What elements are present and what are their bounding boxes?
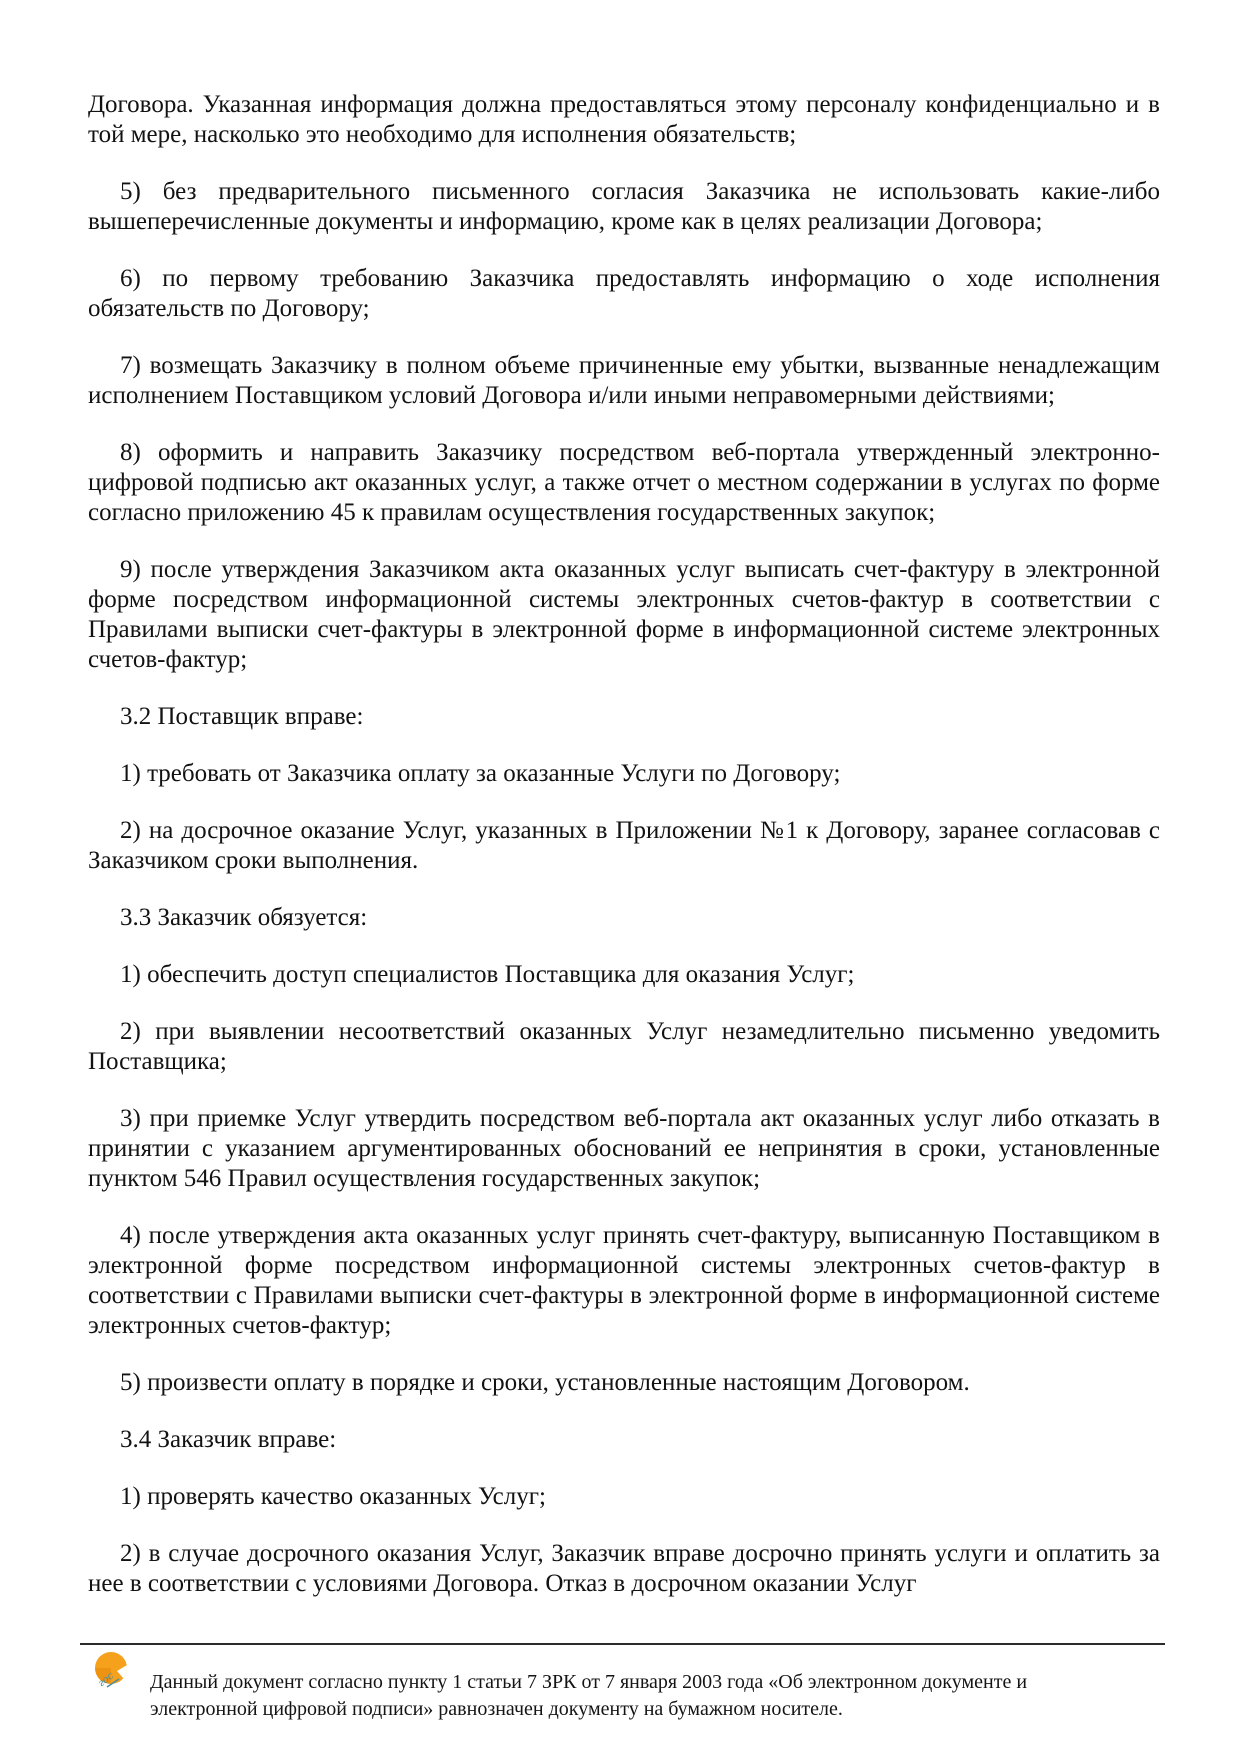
svg-text:гос: гос [96, 1670, 117, 1690]
paragraph: 1) обеспечить доступ специалистов Поставщика для оказания Услуг; [120, 961, 855, 988]
paragraph: 1) требовать от Заказчика оплату за оказанные Услуги по Договору; [120, 760, 841, 787]
paragraph: 2) в случае досрочного оказания Услуг, Заказчик вправе досрочно принять услуги и оплатить за нее в соответствии с условиями Договора. Отказ в досрочном оказании Услуг [88, 1540, 1160, 1597]
paragraph: 6) по первому требованию Заказчика предоставлять информацию о ходе исполнения обязательств по Договору; [88, 265, 1160, 322]
paragraph: 3) при приемке Услуг утвердить посредством веб-портала акт оказанных услуг либо отказать в принятии с указанием аргументированных обоснований ее непринятия в сроки, установленные пунктом 546 Правил осуществления государственных закупок; [88, 1105, 1160, 1192]
paragraph: 2) на досрочное оказание Услуг, указанных в Приложении №1 к Договору, заранее согласовав с Заказчиком сроки выполнения. [88, 817, 1160, 874]
document-body [88, 90, 1160, 1599]
paragraph: 2) при выявлении несоответствий оказанных Услуг незамедлительно письменно уведомить Поставщика; [88, 1018, 1160, 1075]
paragraph: 3.2 Поставщик вправе: [120, 703, 364, 730]
paragraph: 3.4 Заказчик вправе: [120, 1426, 337, 1453]
footer-equivalence-note: Данный документ согласно пункту 1 статьи 7 ЗРК от 7 января 2003 года «Об электронном документе и электронной цифровой подписи» равнозначен документу на бумажном носителе. [150, 1671, 1028, 1720]
footer-divider [80, 1643, 1165, 1645]
paragraph: 8) оформить и направить Заказчику посредством веб-портала утвержденный электронно-цифровой подписью акт оказанных услуг, а также отчет о местном содержании в услугах по форме согласно приложению 45 к правилам осуществления государственных закупок; [88, 439, 1160, 526]
paragraph: 3.3 Заказчик обязуется: [120, 904, 368, 931]
paragraph: Договора. Указанная информация должна предоставляться этому персоналу конфиденциально и в той мере, насколько это необходимо для исполнения обязательств; [88, 91, 1160, 148]
paragraph: 4) после утверждения акта оказанных услуг принять счет-фактуру, выписанную Поставщиком в электронной форме посредством информационной системы электронных счетов-фактур в соответствии с Правилами выписки счет-фактуры в электронной форме в информационной системе электронных счетов-фактур; [88, 1222, 1160, 1339]
paragraph: 9) после утверждения Заказчиком акта оказанных услуг выписать счет-фактуру в электронной форме посредством информационной системы электронных счетов-фактур в соответствии с Правилами выписки счет-фактуры в электронной форме в информационной системе электронных счетов-фактур; [88, 556, 1160, 673]
paragraph: 5) без предварительного письменного согласия Заказчика не использовать какие-либо вышеперечисленные документы и информацию, кроме как в целях реализации Договора; [88, 178, 1160, 235]
paragraph: 5) произвести оплату в порядке и сроки, установленные настоящим Договором. [120, 1369, 970, 1396]
goszakup-logo-icon [93, 1651, 133, 1691]
paragraph: 1) проверять качество оказанных Услуг; [120, 1483, 546, 1510]
paragraph: 7) возмещать Заказчику в полном объеме причиненные ему убытки, вызванные ненадлежащим исполнением Поставщиком условий Договора и/или иными неправомерными действиями; [88, 352, 1160, 409]
